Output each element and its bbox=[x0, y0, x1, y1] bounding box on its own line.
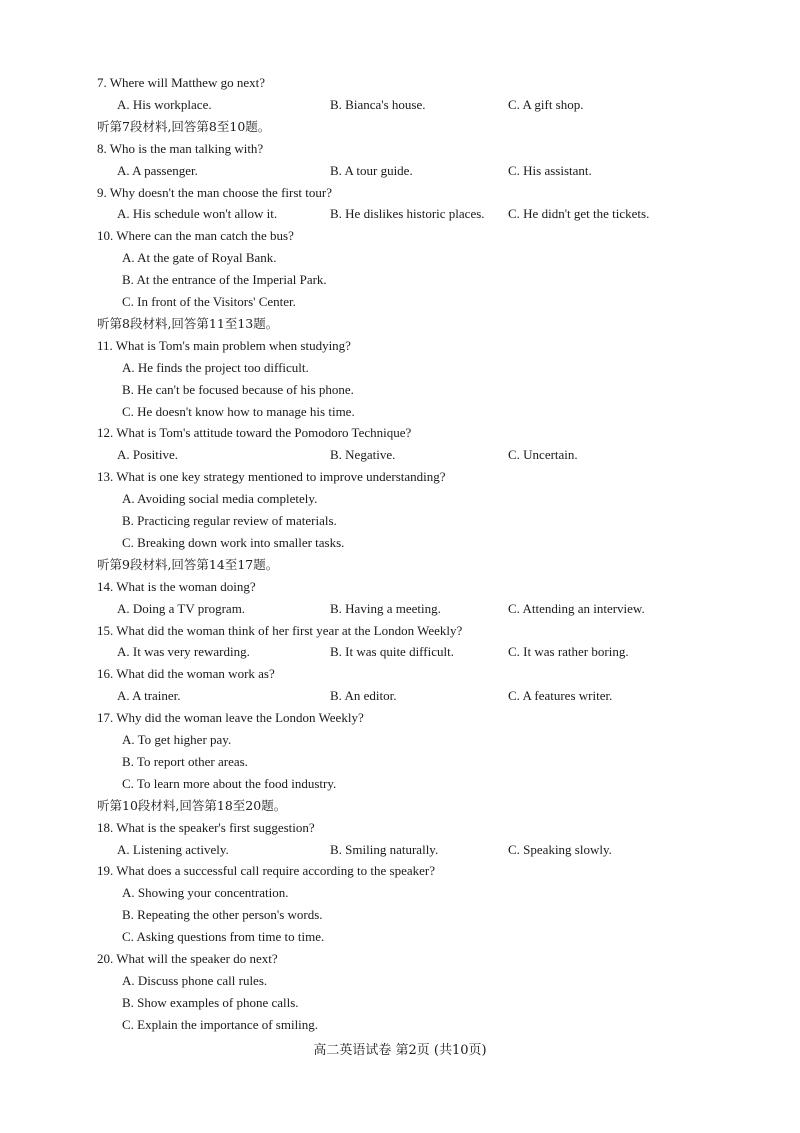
option-b: B. Smiling naturally. bbox=[330, 841, 439, 857]
option-text: B. Show examples of phone calls. bbox=[122, 994, 299, 1010]
question-line bbox=[0, 466, 800, 488]
options-row bbox=[0, 641, 800, 663]
option-text: C. Explain the importance of smiling. bbox=[122, 1016, 319, 1032]
option-b: B. It was quite difficult. bbox=[330, 644, 454, 660]
question-line bbox=[0, 707, 800, 729]
option-text: A. At the gate of Royal Bank. bbox=[122, 250, 277, 266]
section-instruction: 听第7段材料,回答第8至10题。 bbox=[97, 118, 271, 134]
option-a: A. Positive. bbox=[117, 447, 179, 463]
question-text: 19. What does a successful call require according to the speaker? bbox=[97, 863, 435, 879]
section-instruction: 听第8段材料,回答第11至13题。 bbox=[97, 315, 279, 331]
option-line bbox=[0, 510, 800, 532]
question-line bbox=[0, 335, 800, 357]
option-a: A. His workplace. bbox=[117, 96, 212, 112]
option-text: C. In front of the Visitors' Center. bbox=[122, 294, 296, 309]
option-a: A. A passenger. bbox=[117, 162, 198, 178]
option-text: A. Discuss phone call rules. bbox=[122, 972, 268, 988]
options-row bbox=[0, 839, 800, 861]
question-line bbox=[0, 576, 800, 598]
section-instruction: 听第10段材料,回答第18至20题。 bbox=[97, 797, 287, 813]
option-c: C. It was rather boring. bbox=[508, 644, 629, 660]
option-text: B. Repeating the other person's words. bbox=[122, 907, 323, 923]
option-line bbox=[0, 401, 800, 423]
option-line bbox=[0, 488, 800, 510]
question-line bbox=[0, 72, 800, 94]
option-b: B. Having a meeting. bbox=[330, 600, 441, 616]
question-line bbox=[0, 422, 800, 444]
option-line bbox=[0, 970, 800, 992]
question-line bbox=[0, 225, 800, 247]
option-line bbox=[0, 729, 800, 751]
options-row bbox=[0, 444, 800, 466]
option-text: C. Breaking down work into smaller tasks. bbox=[122, 534, 345, 550]
question-text: 18. What is the speaker's first suggestion? bbox=[97, 819, 315, 835]
option-line bbox=[0, 926, 800, 948]
page-number: 高二英语试卷 第2页 (共10页) bbox=[313, 1043, 487, 1058]
question-line bbox=[0, 663, 800, 685]
option-b: B. Negative. bbox=[330, 447, 396, 463]
option-c: C. A features writer. bbox=[508, 688, 613, 704]
option-c: C. A gift shop. bbox=[508, 96, 584, 112]
options-row bbox=[0, 203, 800, 225]
option-line bbox=[0, 1014, 800, 1036]
option-a: A. It was very rewarding. bbox=[117, 644, 250, 660]
option-c: C. He didn't get the tickets. bbox=[508, 206, 650, 222]
option-a: A. Doing a TV program. bbox=[117, 600, 246, 616]
option-line bbox=[0, 247, 800, 269]
page-footer bbox=[0, 1040, 800, 1062]
question-text: 16. What did the woman work as? bbox=[97, 666, 275, 682]
question-line bbox=[0, 182, 800, 204]
option-line bbox=[0, 773, 800, 795]
option-text: C. Asking questions from time to time. bbox=[122, 929, 325, 945]
section-heading bbox=[0, 116, 800, 138]
section-heading bbox=[0, 313, 800, 335]
question-text: 8. Who is the man talking with? bbox=[97, 140, 264, 156]
option-text: A. Showing your concentration. bbox=[122, 885, 289, 901]
question-line bbox=[0, 860, 800, 882]
question-text: 15. What did the woman think of her first year at the London Weekly? bbox=[97, 622, 463, 638]
option-line bbox=[0, 992, 800, 1014]
question-line bbox=[0, 948, 800, 970]
options-row bbox=[0, 598, 800, 620]
option-line bbox=[0, 379, 800, 401]
option-line bbox=[0, 751, 800, 773]
question-text: 7. Where will Matthew go next? bbox=[97, 75, 265, 90]
question-text: 9. Why doesn't the man choose the first tour? bbox=[97, 184, 332, 200]
section-heading bbox=[0, 795, 800, 817]
option-b: B. Bianca's house. bbox=[330, 96, 426, 112]
question-text: 20. What will the speaker do next? bbox=[97, 951, 278, 966]
option-text: B. To report other areas. bbox=[122, 753, 248, 769]
option-text: A. Avoiding social media completely. bbox=[122, 491, 318, 507]
option-a: A. His schedule won't allow it. bbox=[117, 206, 278, 222]
option-c: C. Uncertain. bbox=[508, 447, 578, 463]
option-c: C. His assistant. bbox=[508, 162, 592, 178]
option-b: B. A tour guide. bbox=[330, 162, 413, 178]
options-row bbox=[0, 94, 800, 116]
option-line bbox=[0, 532, 800, 554]
option-text: B. He can't be focused because of his phone. bbox=[122, 381, 354, 397]
option-line bbox=[0, 904, 800, 926]
question-text: 10. Where can the man catch the bus? bbox=[97, 228, 294, 244]
option-line bbox=[0, 882, 800, 904]
question-text: 13. What is one key strategy mentioned to improve understanding? bbox=[97, 469, 446, 485]
option-c: C. Speaking slowly. bbox=[508, 841, 612, 857]
option-a: A. Listening actively. bbox=[117, 841, 229, 857]
question-text: 12. What is Tom's attitude toward the Pomodoro Technique? bbox=[97, 425, 412, 441]
option-text: B. At the entrance of the Imperial Park. bbox=[122, 272, 327, 288]
question-line bbox=[0, 138, 800, 160]
question-text: 17. Why did the woman leave the London Weekly? bbox=[97, 710, 364, 726]
option-line bbox=[0, 291, 800, 313]
option-text: C. To learn more about the food industry. bbox=[122, 775, 337, 791]
option-line bbox=[0, 269, 800, 291]
options-row bbox=[0, 160, 800, 182]
question-line bbox=[0, 620, 800, 642]
section-heading bbox=[0, 554, 800, 576]
option-text: A. He finds the project too difficult. bbox=[122, 359, 309, 375]
option-text: C. He doesn't know how to manage his time. bbox=[122, 403, 355, 419]
option-b: B. He dislikes historic places. bbox=[330, 206, 485, 222]
question-line bbox=[0, 817, 800, 839]
options-row bbox=[0, 685, 800, 707]
option-text: B. Practicing regular review of materials. bbox=[122, 513, 337, 528]
option-a: A. A trainer. bbox=[117, 688, 181, 704]
question-text: 11. What is Tom's main problem when studying? bbox=[97, 337, 351, 353]
option-text: A. To get higher pay. bbox=[122, 732, 232, 747]
question-text: 14. What is the woman doing? bbox=[97, 578, 256, 594]
option-c: C. Attending an interview. bbox=[508, 600, 645, 616]
section-instruction: 听第9段材料,回答第14至17题。 bbox=[97, 556, 279, 572]
option-b: B. An editor. bbox=[330, 688, 397, 704]
option-line bbox=[0, 357, 800, 379]
